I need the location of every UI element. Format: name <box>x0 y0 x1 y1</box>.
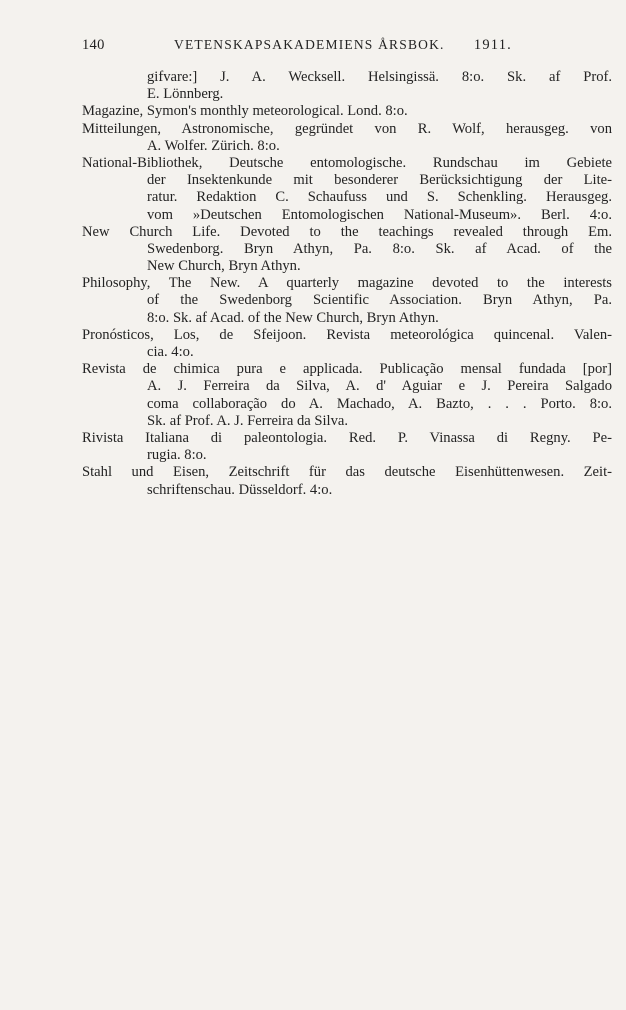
text-line: ratur. Redaktion C. Schaufuss und S. Schenkling. Herausgeg. <box>147 189 612 206</box>
text-line: der Insektenkunde mit besonderer Berücksichtigung der Lite- <box>147 172 612 189</box>
text-line: rugia. 8:o. <box>147 447 207 464</box>
text-line: vom »Deutschen Entomologischen National-Museum». Berl. 4:o. <box>147 206 612 223</box>
text-line: Rivista Italiana di paleontologia. Red. P. Vinassa di Regny. Pe- <box>82 429 612 446</box>
bibliography-list <box>82 69 612 499</box>
running-title: VETENSKAPSAKADEMIENS ÅRSBOK. <box>174 37 445 52</box>
header-year: 1911. <box>473 37 512 53</box>
text-line: A. Wolfer. Zürich. 8:o. <box>147 137 280 154</box>
text-line: New Church Life. Devoted to the teachings revealed through Em. <box>82 223 612 240</box>
text-line: of the Swedenborg Scientific Association. Bryn Athyn, Pa. <box>147 292 612 309</box>
text-line: National-Bibliothek, Deutsche entomologische. Rundschau im Gebiete <box>82 154 612 171</box>
text-line: E. Lönnberg. <box>147 86 224 103</box>
text-line: 8:o. Sk. af Acad. of the New Church, Bryn Athyn. <box>147 309 439 326</box>
text-line: Stahl und Eisen, Zeitschrift für das deutsche Eisenhüttenwesen. Zeit- <box>82 464 612 481</box>
text-line: Pronósticos, Los, de Sfeijoon. Revista meteorológica quincenal. Valen- <box>82 326 612 343</box>
text-line: gifvare:] J. A. Wecksell. Helsingissä. 8:o. Sk. af Prof. <box>147 69 612 85</box>
text-line: Philosophy, The New. A quarterly magazine devoted to the interests <box>82 275 612 292</box>
text-line: Revista de chimica pura e applicada. Publicação mensal fundada [por] <box>82 361 612 378</box>
text-line: Sk. af Prof. A. J. Ferreira da Silva. <box>147 412 349 429</box>
text-line: Mitteilungen, Astronomische, gegründet von R. Wolf, herausgeg. von <box>82 120 612 137</box>
text-line: A. J. Ferreira da Silva, A. d' Aguiar e J. Pereira Salgado <box>147 378 612 395</box>
text-line: New Church, Bryn Athyn. <box>147 258 301 275</box>
text-line: cia. 4:o. <box>147 344 194 360</box>
text-line: Swedenborg. Bryn Athyn, Pa. 8:o. Sk. af Acad. of the <box>147 240 612 257</box>
page-number: 140 <box>82 37 105 53</box>
text-line: schriftenschau. Düsseldorf. 4:o. <box>147 481 333 498</box>
text-line: Magazine, Symon's monthly meteorological. Lond. 8:o. <box>82 103 408 120</box>
text-line: coma collaboração do A. Machado, A. Bazto, . . . Porto. 8:o. <box>147 395 612 412</box>
running-header <box>82 37 538 57</box>
